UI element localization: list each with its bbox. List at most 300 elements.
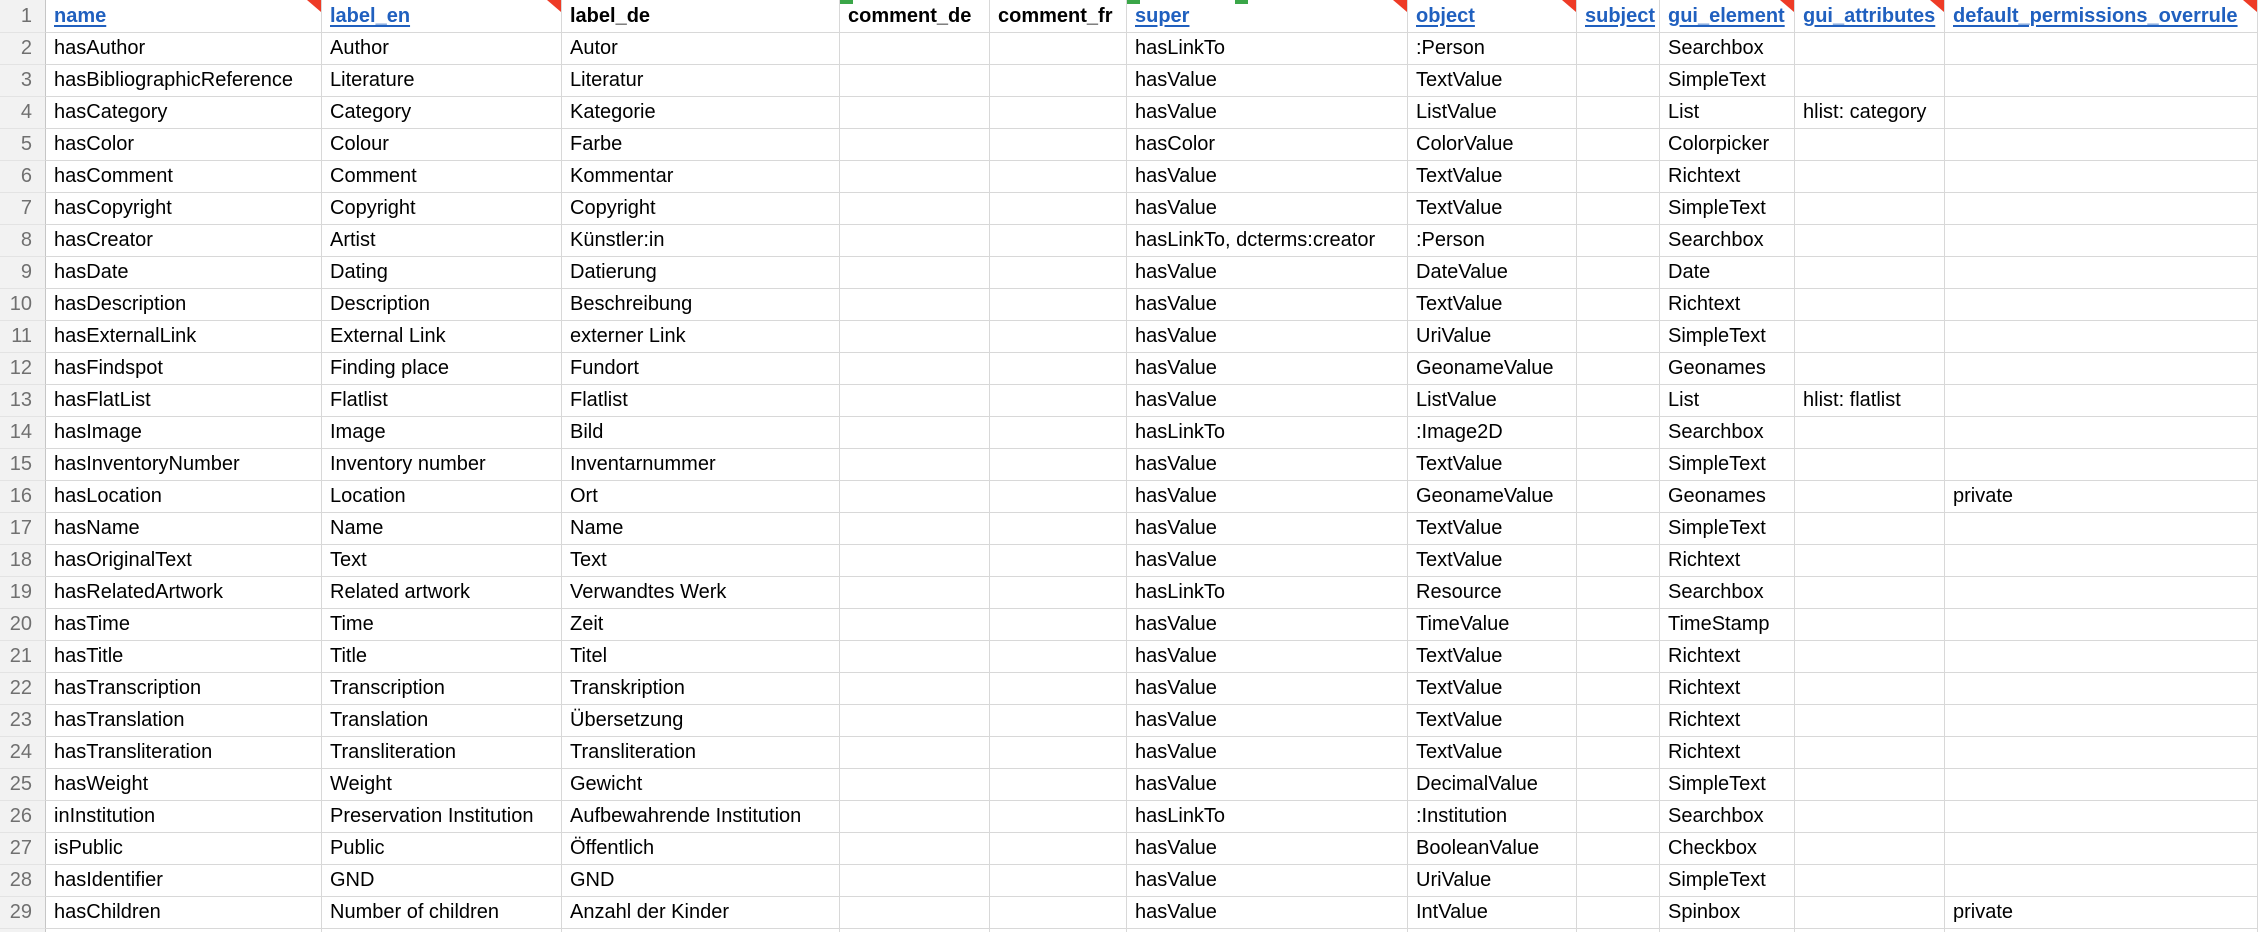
cell-label_en-r28[interactable]: GND	[322, 865, 562, 897]
cell-label_de-r19[interactable]: Verwandtes Werk	[562, 577, 840, 609]
row-header-9[interactable]: 9	[0, 257, 46, 289]
cell-label_en-r8[interactable]: Artist	[322, 225, 562, 257]
cell-comment_fr-r25[interactable]	[990, 769, 1127, 801]
cell-label_en-r4[interactable]: Category	[322, 97, 562, 129]
cell-default_permissions_overrule-r16[interactable]: private	[1945, 481, 2258, 513]
cell-label_en-r15[interactable]: Inventory number	[322, 449, 562, 481]
cell-super-r7[interactable]: hasValue	[1127, 193, 1408, 225]
cell-gui_attributes-r20[interactable]	[1795, 609, 1945, 641]
cell-label_en-r11[interactable]: External Link	[322, 321, 562, 353]
cell-default_permissions_overrule-r10[interactable]	[1945, 289, 2258, 321]
cell-label_de-r28[interactable]: GND	[562, 865, 840, 897]
cell-name-r14[interactable]: hasImage	[46, 417, 322, 449]
cell-super-r5[interactable]: hasColor	[1127, 129, 1408, 161]
cell-label_en-r23[interactable]: Translation	[322, 705, 562, 737]
cell-label_en-r26[interactable]: Preservation Institution	[322, 801, 562, 833]
cell-label_en-r25[interactable]: Weight	[322, 769, 562, 801]
cell-gui_attributes-r16[interactable]	[1795, 481, 1945, 513]
cell-gui_element-r21[interactable]: Richtext	[1660, 641, 1795, 673]
cell-super-r22[interactable]: hasValue	[1127, 673, 1408, 705]
row-header-23[interactable]: 23	[0, 705, 46, 737]
cell-label_en-r14[interactable]: Image	[322, 417, 562, 449]
cell-comment_fr-r22[interactable]	[990, 673, 1127, 705]
cell-super-r6[interactable]: hasValue	[1127, 161, 1408, 193]
cell-name-r5[interactable]: hasColor	[46, 129, 322, 161]
cell-object-r9[interactable]: DateValue	[1408, 257, 1577, 289]
cell-name-r15[interactable]: hasInventoryNumber	[46, 449, 322, 481]
cell-label_de-r23[interactable]: Übersetzung	[562, 705, 840, 737]
cell-super-r11[interactable]: hasValue	[1127, 321, 1408, 353]
cell-gui_attributes-r9[interactable]	[1795, 257, 1945, 289]
cell-label_en-r22[interactable]: Transcription	[322, 673, 562, 705]
cell-label_en-r29[interactable]: Number of children	[322, 897, 562, 929]
cell-super-r8[interactable]: hasLinkTo, dcterms:creator	[1127, 225, 1408, 257]
cell-default_permissions_overrule-r17[interactable]	[1945, 513, 2258, 545]
cell-comment_fr-r10[interactable]	[990, 289, 1127, 321]
cell-comment_de-r21[interactable]	[840, 641, 990, 673]
cell-gui_attributes-r22[interactable]	[1795, 673, 1945, 705]
cell-comment_de-r5[interactable]	[840, 129, 990, 161]
cell-name-r8[interactable]: hasCreator	[46, 225, 322, 257]
cell-name-r23[interactable]: hasTranslation	[46, 705, 322, 737]
cell-label_de-r26[interactable]: Aufbewahrende Institution	[562, 801, 840, 833]
cell-gui_attributes-r18[interactable]	[1795, 545, 1945, 577]
cell-comment_fr-r17[interactable]	[990, 513, 1127, 545]
cell-gui_attributes-r12[interactable]	[1795, 353, 1945, 385]
cell-label_de-r6[interactable]: Kommentar	[562, 161, 840, 193]
cell-gui_element-r9[interactable]: Date	[1660, 257, 1795, 289]
cell-comment_fr-r4[interactable]	[990, 97, 1127, 129]
cell-comment_de-r20[interactable]	[840, 609, 990, 641]
cell-label_de-r25[interactable]: Gewicht	[562, 769, 840, 801]
cell-subject-r6[interactable]	[1577, 161, 1660, 193]
cell-label_de-r15[interactable]: Inventarnummer	[562, 449, 840, 481]
cell-comment_fr-r12[interactable]	[990, 353, 1127, 385]
cell-subject-r5[interactable]	[1577, 129, 1660, 161]
row-header-16[interactable]: 16	[0, 481, 46, 513]
cell-default_permissions_overrule-r20[interactable]	[1945, 609, 2258, 641]
cell-label_de-r5[interactable]: Farbe	[562, 129, 840, 161]
cell-name-r7[interactable]: hasCopyright	[46, 193, 322, 225]
cell-gui_element-r25[interactable]: SimpleText	[1660, 769, 1795, 801]
cell-gui_element-r3[interactable]: SimpleText	[1660, 65, 1795, 97]
cell-gui_element-r8[interactable]: Searchbox	[1660, 225, 1795, 257]
cell-super-r23[interactable]: hasValue	[1127, 705, 1408, 737]
cell-gui_attributes-r24[interactable]	[1795, 737, 1945, 769]
cell-gui_attributes-r14[interactable]	[1795, 417, 1945, 449]
cell-name-r9[interactable]: hasDate	[46, 257, 322, 289]
cell-gui_attributes-r27[interactable]	[1795, 833, 1945, 865]
cell-comment_de-r25[interactable]	[840, 769, 990, 801]
header-cell-gui_attributes[interactable]	[1795, 0, 1945, 33]
cell-super-r19[interactable]: hasLinkTo	[1127, 577, 1408, 609]
cell-comment_de-r11[interactable]	[840, 321, 990, 353]
cell-comment_fr-r20[interactable]	[990, 609, 1127, 641]
cell-gui_element-r20[interactable]: TimeStamp	[1660, 609, 1795, 641]
header-cell-default_permissions_overrule[interactable]	[1945, 0, 2258, 33]
header-link-gui_element[interactable]: gui_element	[1668, 4, 1785, 27]
cell-label_de-r24[interactable]: Transliteration	[562, 737, 840, 769]
cell-comment_de-r4[interactable]	[840, 97, 990, 129]
cell-label_de-r16[interactable]: Ort	[562, 481, 840, 513]
cell-label_en-r17[interactable]: Name	[322, 513, 562, 545]
cell-name-r10[interactable]: hasDescription	[46, 289, 322, 321]
cell-comment_de-r27[interactable]	[840, 833, 990, 865]
cell-comment_de-r3[interactable]	[840, 65, 990, 97]
cell-subject-r18[interactable]	[1577, 545, 1660, 577]
cell-object-r5[interactable]: ColorValue	[1408, 129, 1577, 161]
cell-comment_de-r12[interactable]	[840, 353, 990, 385]
cell-object-r23[interactable]: TextValue	[1408, 705, 1577, 737]
cell-default_permissions_overrule-r9[interactable]	[1945, 257, 2258, 289]
cell-default_permissions_overrule-r21[interactable]	[1945, 641, 2258, 673]
cell-subject-r22[interactable]	[1577, 673, 1660, 705]
cell-subject-r12[interactable]	[1577, 353, 1660, 385]
cell-label_de-r7[interactable]: Copyright	[562, 193, 840, 225]
cell-label_de-r27[interactable]: Öffentlich	[562, 833, 840, 865]
cell-object-r7[interactable]: TextValue	[1408, 193, 1577, 225]
cell-super-r27[interactable]: hasValue	[1127, 833, 1408, 865]
header-link-label_en[interactable]: label_en	[330, 4, 411, 27]
cell-default_permissions_overrule-r14[interactable]	[1945, 417, 2258, 449]
cell-default_permissions_overrule-r25[interactable]	[1945, 769, 2258, 801]
cell-comment_de-r17[interactable]	[840, 513, 990, 545]
cell-comment_fr-r24[interactable]	[990, 737, 1127, 769]
row-header-18[interactable]: 18	[0, 545, 46, 577]
cell-object-r22[interactable]: TextValue	[1408, 673, 1577, 705]
cell-super-r20[interactable]: hasValue	[1127, 609, 1408, 641]
cell-object-r16[interactable]: GeonameValue	[1408, 481, 1577, 513]
cell-label_en-r10[interactable]: Description	[322, 289, 562, 321]
row-header-14[interactable]: 14	[0, 417, 46, 449]
cell-super-r2[interactable]: hasLinkTo	[1127, 33, 1408, 65]
cell-object-r18[interactable]: TextValue	[1408, 545, 1577, 577]
cell-object-r21[interactable]: TextValue	[1408, 641, 1577, 673]
cell-gui_element-r18[interactable]: Richtext	[1660, 545, 1795, 577]
cell-comment_de-r9[interactable]	[840, 257, 990, 289]
cell-label_en-r19[interactable]: Related artwork	[322, 577, 562, 609]
cell-default_permissions_overrule-r8[interactable]	[1945, 225, 2258, 257]
cell-gui_attributes-r26[interactable]	[1795, 801, 1945, 833]
cell-object-r2[interactable]: :Person	[1408, 33, 1577, 65]
header-link-gui_attributes[interactable]: gui_attributes	[1803, 4, 1936, 27]
cell-default_permissions_overrule-r13[interactable]	[1945, 385, 2258, 417]
cell-gui_element-r22[interactable]: Richtext	[1660, 673, 1795, 705]
cell-label_de-r8[interactable]: Künstler:in	[562, 225, 840, 257]
cell-object-r20[interactable]: TimeValue	[1408, 609, 1577, 641]
cell-label_en-r24[interactable]: Transliteration	[322, 737, 562, 769]
cell-label_de-r29[interactable]: Anzahl der Kinder	[562, 897, 840, 929]
cell-default_permissions_overrule-r26[interactable]	[1945, 801, 2258, 833]
cell-subject-r20[interactable]	[1577, 609, 1660, 641]
cell-default_permissions_overrule-r5[interactable]	[1945, 129, 2258, 161]
header-cell-label_de[interactable]	[562, 0, 840, 33]
cell-subject-r8[interactable]	[1577, 225, 1660, 257]
row-header-4[interactable]: 4	[0, 97, 46, 129]
cell-name-r20[interactable]: hasTime	[46, 609, 322, 641]
cell-comment_fr-r15[interactable]	[990, 449, 1127, 481]
cell-super-r29[interactable]: hasValue	[1127, 897, 1408, 929]
cell-name-r16[interactable]: hasLocation	[46, 481, 322, 513]
cell-gui_element-r11[interactable]: SimpleText	[1660, 321, 1795, 353]
cell-subject-r19[interactable]	[1577, 577, 1660, 609]
cell-super-r15[interactable]: hasValue	[1127, 449, 1408, 481]
cell-comment_fr-r2[interactable]	[990, 33, 1127, 65]
cell-default_permissions_overrule-r18[interactable]	[1945, 545, 2258, 577]
cell-name-r22[interactable]: hasTranscription	[46, 673, 322, 705]
cell-comment_fr-r26[interactable]	[990, 801, 1127, 833]
cell-subject-r27[interactable]	[1577, 833, 1660, 865]
header-cell-comment_de[interactable]	[840, 0, 990, 33]
row-header-27[interactable]: 27	[0, 833, 46, 865]
row-header-21[interactable]: 21	[0, 641, 46, 673]
cell-name-r17[interactable]: hasName	[46, 513, 322, 545]
cell-default_permissions_overrule-r3[interactable]	[1945, 65, 2258, 97]
cell-super-r12[interactable]: hasValue	[1127, 353, 1408, 385]
cell-comment_fr-r23[interactable]	[990, 705, 1127, 737]
cell-comment_fr-r11[interactable]	[990, 321, 1127, 353]
cell-gui_element-r16[interactable]: Geonames	[1660, 481, 1795, 513]
cell-gui_element-r19[interactable]: Searchbox	[1660, 577, 1795, 609]
cell-object-r24[interactable]: TextValue	[1408, 737, 1577, 769]
row-header-29[interactable]: 29	[0, 897, 46, 929]
cell-subject-r16[interactable]	[1577, 481, 1660, 513]
cell-gui_attributes-r28[interactable]	[1795, 865, 1945, 897]
cell-gui_element-r15[interactable]: SimpleText	[1660, 449, 1795, 481]
cell-subject-r24[interactable]	[1577, 737, 1660, 769]
cell-comment_fr-r9[interactable]	[990, 257, 1127, 289]
row-header-24[interactable]: 24	[0, 737, 46, 769]
cell-gui_element-r17[interactable]: SimpleText	[1660, 513, 1795, 545]
cell-gui_attributes-r4[interactable]: hlist: category	[1795, 97, 1945, 129]
cell-subject-r26[interactable]	[1577, 801, 1660, 833]
cell-gui_element-r23[interactable]: Richtext	[1660, 705, 1795, 737]
cell-subject-r3[interactable]	[1577, 65, 1660, 97]
cell-gui_attributes-r19[interactable]	[1795, 577, 1945, 609]
cell-label_de-r12[interactable]: Fundort	[562, 353, 840, 385]
cell-comment_de-r13[interactable]	[840, 385, 990, 417]
cell-default_permissions_overrule-r7[interactable]	[1945, 193, 2258, 225]
cell-name-r4[interactable]: hasCategory	[46, 97, 322, 129]
cell-gui_attributes-r23[interactable]	[1795, 705, 1945, 737]
cell-object-r29[interactable]: IntValue	[1408, 897, 1577, 929]
header-cell-object[interactable]	[1408, 0, 1577, 33]
cell-label_de-r4[interactable]: Kategorie	[562, 97, 840, 129]
header-link-super[interactable]: super	[1135, 4, 1190, 27]
cell-gui_attributes-r17[interactable]	[1795, 513, 1945, 545]
cell-comment_fr-r18[interactable]	[990, 545, 1127, 577]
cell-gui_attributes-r11[interactable]	[1795, 321, 1945, 353]
cell-label_en-r6[interactable]: Comment	[322, 161, 562, 193]
cell-super-r24[interactable]: hasValue	[1127, 737, 1408, 769]
row-header-7[interactable]: 7	[0, 193, 46, 225]
cell-subject-r29[interactable]	[1577, 897, 1660, 929]
header-link-subject[interactable]: subject	[1585, 4, 1656, 27]
cell-comment_de-r6[interactable]	[840, 161, 990, 193]
cell-name-r3[interactable]: hasBibliographicReference	[46, 65, 322, 97]
cell-object-r12[interactable]: GeonameValue	[1408, 353, 1577, 385]
cell-subject-r23[interactable]	[1577, 705, 1660, 737]
cell-object-r13[interactable]: ListValue	[1408, 385, 1577, 417]
cell-gui_element-r5[interactable]: Colorpicker	[1660, 129, 1795, 161]
cell-name-r26[interactable]: inInstitution	[46, 801, 322, 833]
cell-comment_de-r14[interactable]	[840, 417, 990, 449]
cell-super-r9[interactable]: hasValue	[1127, 257, 1408, 289]
cell-label_en-r18[interactable]: Text	[322, 545, 562, 577]
cell-subject-r11[interactable]	[1577, 321, 1660, 353]
cell-comment_de-r19[interactable]	[840, 577, 990, 609]
row-header-11[interactable]: 11	[0, 321, 46, 353]
cell-label_de-r11[interactable]: externer Link	[562, 321, 840, 353]
row-header-15[interactable]: 15	[0, 449, 46, 481]
cell-name-r28[interactable]: hasIdentifier	[46, 865, 322, 897]
cell-subject-r17[interactable]	[1577, 513, 1660, 545]
cell-comment_de-r28[interactable]	[840, 865, 990, 897]
cell-default_permissions_overrule-r11[interactable]	[1945, 321, 2258, 353]
cell-name-r6[interactable]: hasComment	[46, 161, 322, 193]
cell-subject-r13[interactable]	[1577, 385, 1660, 417]
header-cell-name[interactable]	[46, 0, 322, 33]
cell-object-r19[interactable]: Resource	[1408, 577, 1577, 609]
cell-comment_fr-r29[interactable]	[990, 897, 1127, 929]
cell-comment_fr-r13[interactable]	[990, 385, 1127, 417]
cell-gui_element-r6[interactable]: Richtext	[1660, 161, 1795, 193]
cell-comment_fr-r14[interactable]	[990, 417, 1127, 449]
cell-gui_element-r14[interactable]: Searchbox	[1660, 417, 1795, 449]
cell-comment_fr-r3[interactable]	[990, 65, 1127, 97]
cell-gui_element-r26[interactable]: Searchbox	[1660, 801, 1795, 833]
header-cell-comment_fr[interactable]	[990, 0, 1127, 33]
cell-label_de-r3[interactable]: Literatur	[562, 65, 840, 97]
header-cell-super[interactable]	[1127, 0, 1408, 33]
cell-default_permissions_overrule-r2[interactable]	[1945, 33, 2258, 65]
cell-comment_fr-r7[interactable]	[990, 193, 1127, 225]
cell-super-r18[interactable]: hasValue	[1127, 545, 1408, 577]
cell-comment_fr-r5[interactable]	[990, 129, 1127, 161]
cell-gui_element-r2[interactable]: Searchbox	[1660, 33, 1795, 65]
cell-gui_element-r13[interactable]: List	[1660, 385, 1795, 417]
row-header-19[interactable]: 19	[0, 577, 46, 609]
cell-object-r14[interactable]: :Image2D	[1408, 417, 1577, 449]
cell-name-r2[interactable]: hasAuthor	[46, 33, 322, 65]
cell-default_permissions_overrule-r19[interactable]	[1945, 577, 2258, 609]
cell-subject-r15[interactable]	[1577, 449, 1660, 481]
cell-comment_fr-r21[interactable]	[990, 641, 1127, 673]
cell-comment_fr-r27[interactable]	[990, 833, 1127, 865]
cell-comment_de-r16[interactable]	[840, 481, 990, 513]
row-header-1[interactable]: 1	[0, 0, 46, 33]
cell-comment_de-r10[interactable]	[840, 289, 990, 321]
cell-gui_attributes-r2[interactable]	[1795, 33, 1945, 65]
cell-object-r6[interactable]: TextValue	[1408, 161, 1577, 193]
row-header-25[interactable]: 25	[0, 769, 46, 801]
cell-object-r3[interactable]: TextValue	[1408, 65, 1577, 97]
cell-default_permissions_overrule-r24[interactable]	[1945, 737, 2258, 769]
cell-label_de-r21[interactable]: Titel	[562, 641, 840, 673]
cell-label_en-r27[interactable]: Public	[322, 833, 562, 865]
cell-subject-r21[interactable]	[1577, 641, 1660, 673]
cell-default_permissions_overrule-r27[interactable]	[1945, 833, 2258, 865]
cell-comment_fr-r8[interactable]	[990, 225, 1127, 257]
cell-gui_attributes-r29[interactable]	[1795, 897, 1945, 929]
cell-comment_de-r15[interactable]	[840, 449, 990, 481]
cell-label_en-r9[interactable]: Dating	[322, 257, 562, 289]
cell-super-r10[interactable]: hasValue	[1127, 289, 1408, 321]
cell-label_en-r13[interactable]: Flatlist	[322, 385, 562, 417]
cell-name-r11[interactable]: hasExternalLink	[46, 321, 322, 353]
row-header-3[interactable]: 3	[0, 65, 46, 97]
cell-object-r4[interactable]: ListValue	[1408, 97, 1577, 129]
cell-super-r16[interactable]: hasValue	[1127, 481, 1408, 513]
cell-subject-r28[interactable]	[1577, 865, 1660, 897]
cell-super-r14[interactable]: hasLinkTo	[1127, 417, 1408, 449]
cell-super-r13[interactable]: hasValue	[1127, 385, 1408, 417]
cell-default_permissions_overrule-r12[interactable]	[1945, 353, 2258, 385]
cell-comment_fr-r19[interactable]	[990, 577, 1127, 609]
cell-super-r25[interactable]: hasValue	[1127, 769, 1408, 801]
cell-gui_element-r29[interactable]: Spinbox	[1660, 897, 1795, 929]
cell-name-r12[interactable]: hasFindspot	[46, 353, 322, 385]
cell-label_de-r14[interactable]: Bild	[562, 417, 840, 449]
cell-gui_attributes-r21[interactable]	[1795, 641, 1945, 673]
cell-gui_element-r12[interactable]: Geonames	[1660, 353, 1795, 385]
cell-comment_de-r26[interactable]	[840, 801, 990, 833]
cell-gui_attributes-r3[interactable]	[1795, 65, 1945, 97]
row-header-2[interactable]: 2	[0, 33, 46, 65]
header-link-name[interactable]: name	[54, 4, 107, 27]
cell-default_permissions_overrule-r6[interactable]	[1945, 161, 2258, 193]
header-cell-gui_element[interactable]	[1660, 0, 1795, 33]
cell-subject-r7[interactable]	[1577, 193, 1660, 225]
row-header-13[interactable]: 13	[0, 385, 46, 417]
cell-label_de-r18[interactable]: Text	[562, 545, 840, 577]
cell-super-r4[interactable]: hasValue	[1127, 97, 1408, 129]
row-header-10[interactable]: 10	[0, 289, 46, 321]
cell-comment_de-r29[interactable]	[840, 897, 990, 929]
cell-default_permissions_overrule-r22[interactable]	[1945, 673, 2258, 705]
cell-gui_attributes-r6[interactable]	[1795, 161, 1945, 193]
cell-name-r25[interactable]: hasWeight	[46, 769, 322, 801]
cell-label_de-r20[interactable]: Zeit	[562, 609, 840, 641]
cell-gui_attributes-r10[interactable]	[1795, 289, 1945, 321]
cell-comment_de-r18[interactable]	[840, 545, 990, 577]
cell-label_en-r2[interactable]: Author	[322, 33, 562, 65]
cell-object-r25[interactable]: DecimalValue	[1408, 769, 1577, 801]
cell-label_en-r12[interactable]: Finding place	[322, 353, 562, 385]
cell-name-r24[interactable]: hasTransliteration	[46, 737, 322, 769]
cell-subject-r4[interactable]	[1577, 97, 1660, 129]
cell-gui_attributes-r8[interactable]	[1795, 225, 1945, 257]
cell-gui_attributes-r5[interactable]	[1795, 129, 1945, 161]
cell-label_en-r3[interactable]: Literature	[322, 65, 562, 97]
cell-subject-r25[interactable]	[1577, 769, 1660, 801]
cell-gui_element-r27[interactable]: Checkbox	[1660, 833, 1795, 865]
row-header-5[interactable]: 5	[0, 129, 46, 161]
cell-object-r27[interactable]: BooleanValue	[1408, 833, 1577, 865]
cell-object-r28[interactable]: UriValue	[1408, 865, 1577, 897]
header-link-default_permissions_overrule[interactable]: default_permissions_overrule	[1953, 4, 2238, 27]
cell-name-r29[interactable]: hasChildren	[46, 897, 322, 929]
cell-default_permissions_overrule-r15[interactable]	[1945, 449, 2258, 481]
cell-object-r8[interactable]: :Person	[1408, 225, 1577, 257]
cell-label_de-r17[interactable]: Name	[562, 513, 840, 545]
cell-default_permissions_overrule-r29[interactable]: private	[1945, 897, 2258, 929]
cell-gui_element-r4[interactable]: List	[1660, 97, 1795, 129]
cell-object-r10[interactable]: TextValue	[1408, 289, 1577, 321]
cell-super-r17[interactable]: hasValue	[1127, 513, 1408, 545]
cell-comment_de-r23[interactable]	[840, 705, 990, 737]
cell-object-r17[interactable]: TextValue	[1408, 513, 1577, 545]
